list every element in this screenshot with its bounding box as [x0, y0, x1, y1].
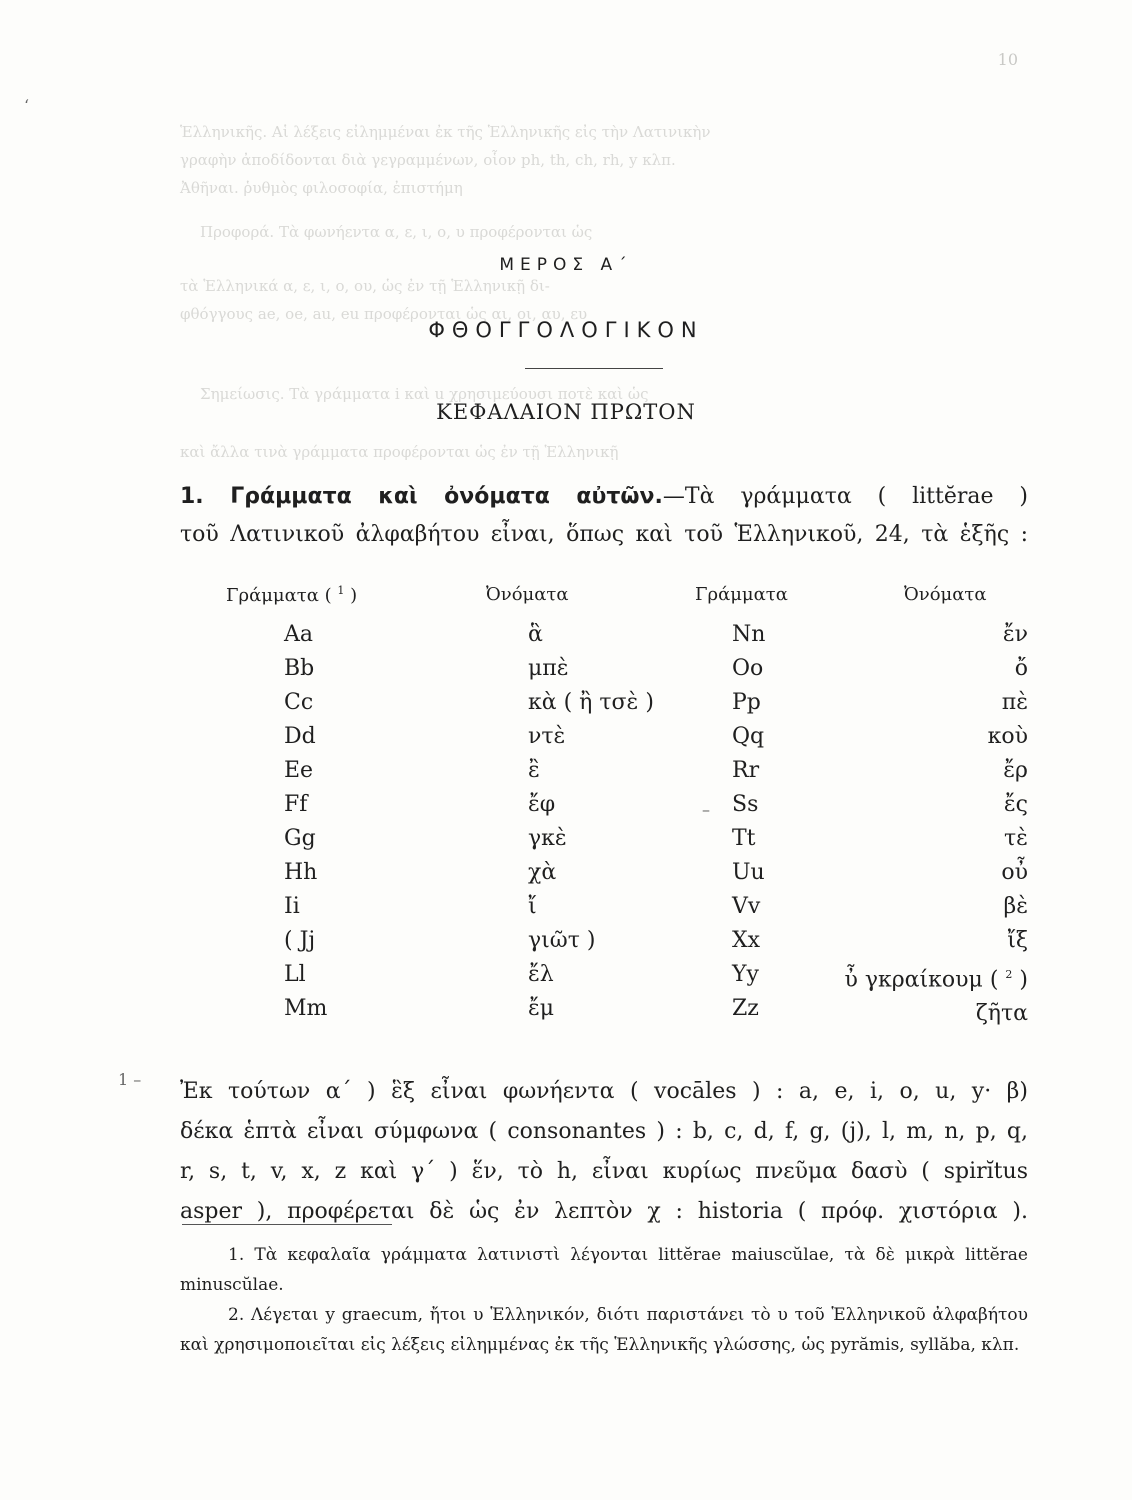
ghost-line: καὶ ἄλλα τινὰ γράμματα προφέρονται ὡς ἐν τῇ Ἑλληνικῇ	[180, 443, 619, 461]
intro-line-1-rest: —Τὰ γράμματα ( littĕrae )	[662, 484, 1028, 509]
body-line: asper ), προφέρεται δὲ ὡς ἐν λεπτὸν χ : historia ( πρόφ. χιστόρια ).	[180, 1199, 1028, 1224]
letter-cell: Vv	[732, 894, 761, 919]
section-heading: 1. Γράμματα καὶ ὀνόματα αὐτῶν.	[180, 484, 663, 509]
table-header-letters-left: Γράμματα ( $^1$ )	[226, 584, 358, 606]
name-cell: χὰ	[528, 860, 557, 885]
name-cell: πὲ	[1001, 690, 1028, 715]
right-letters-column	[732, 618, 765, 1026]
footnote-divider	[182, 1224, 392, 1225]
name-cell: κὰ ( ἢ τσὲ )	[528, 690, 654, 715]
letter-cell: Cc	[284, 690, 314, 715]
letter-cell: Uu	[732, 860, 765, 885]
letter-cell: Dd	[284, 724, 316, 749]
ghost-line: γραφὴν ἀποδίδονται διὰ γεγραμμένων, οἷον ph, th, ch, rh, y κλπ.	[180, 151, 676, 169]
right-names-column	[844, 618, 1028, 1031]
letter-cell: Nn	[732, 622, 766, 647]
letter-cell: Ff	[284, 792, 308, 817]
chapter-title: ΚΕΦΑΛΑΙΟΝ ΠΡΩΤΟΝ	[436, 400, 696, 424]
page-number: 10	[997, 50, 1018, 69]
name-cell: οὖ	[1001, 860, 1028, 885]
name-cell: ἴξ	[1007, 928, 1028, 953]
yy-close: )	[1019, 967, 1028, 993]
name-cell: γκὲ	[528, 826, 567, 851]
body-line: δέκα ἑπτὰ εἶναι σύμφωνα ( consonantes ) : b, c, d, f, g, (j), l, m, n, p, q,	[180, 1119, 1028, 1144]
name-cell: ζῆτα	[975, 1001, 1028, 1027]
letter-cell: Ss	[732, 792, 759, 817]
ghost-line: τὰ Ἑλληνικά α, ε, ι, ο, ου, ὡς ἐν τῇ Ἑλληνικῇ δι-	[180, 277, 550, 295]
intro-paragraph	[180, 478, 1028, 554]
letter-cell: Aa	[284, 622, 314, 647]
intro-line-2: τοῦ Λατινικοῦ ἀλφαβήτου εἶναι, ὅπως καὶ τοῦ Ἑλληνικοῦ, 24, τὰ ἑξῆς :	[180, 522, 1028, 547]
ghost-line: Ἑλληνικῆς. Αἱ λέξεις εἰλημμέναι ἐκ τῆς Ἑλληνικῆς εἰς τὴν Λατινικὴν	[180, 123, 711, 141]
section-title: ΦΘΟΓΓΟΛΟΓΙΚΟΝ	[428, 318, 704, 342]
title-divider	[525, 368, 663, 369]
name-cell: ἔμ	[528, 996, 555, 1021]
body-line: Ἐκ τούτων α΄ ) ἓξ εἶναι φωνήεντα ( vocāles ) : a, e, i, o, u, y· β)	[180, 1079, 1028, 1104]
ghost-line: Ἀθῆναι. ῥυθμὸς φιλοσοφία, ἐπιστήμη	[180, 179, 463, 197]
name-cell: τὲ	[1004, 826, 1028, 851]
letter-cell: Ll	[284, 962, 306, 987]
ghost-line: φθόγγους ae, oe, au, eu προφέρονται ὡς αι, οι, αυ, ευ	[180, 305, 588, 323]
name-cell: ὄ	[1014, 656, 1028, 681]
letter-cell: Pp	[732, 690, 761, 715]
letter-cell: ( Jj	[284, 928, 316, 953]
letter-cell: Bb	[284, 656, 315, 681]
name-cell: ἔν	[1002, 622, 1028, 647]
name-cell-yy: ὖ γκραίκουμ ( $^2$ )	[844, 967, 1028, 993]
name-cell: γιῶτ )	[528, 928, 596, 953]
footnote-mark: 2	[1005, 968, 1013, 981]
letter-cell: Xx	[732, 928, 761, 953]
letter-cell: Yy	[732, 962, 759, 987]
letter-cell: Rr	[732, 758, 760, 783]
letter-cell: Hh	[284, 860, 318, 885]
letter-cell: Mm	[284, 996, 328, 1021]
name-cell: ἔλ	[528, 962, 554, 987]
table-header-letters-right: Γράμματα	[695, 584, 788, 605]
intro-line-1	[180, 478, 1028, 516]
name-cell: ἔς	[1003, 792, 1028, 817]
name-cell: ντὲ	[528, 724, 566, 749]
name-cell: βὲ	[1003, 894, 1028, 919]
letter-cell: Qq	[732, 724, 765, 749]
letter-cell: Oo	[732, 656, 764, 681]
name-cell: ἒ	[528, 758, 540, 783]
footnote-1: 1. Τὰ κεφαλαῖα γράμματα λατινιστὶ λέγονται littĕrae maiuscŭlae, τὰ δὲ μικρὰ littĕrae minuscŭlae.	[180, 1245, 1028, 1295]
body-paragraph	[180, 1072, 1028, 1232]
margin-dash: –	[702, 800, 710, 819]
body-line: r, s, t, v, x, z καὶ γ΄ ) ἕν, τὸ h, εἶναι κυρίως πνεῦμα δασὺ ( spirĭtus	[180, 1159, 1028, 1184]
letter-cell: Ii	[284, 894, 300, 919]
yy-name: ὖ γκραίκουμ	[844, 967, 983, 993]
footnote-2: 2. Λέγεται y graecum, ἤτοι υ Ἑλληνικόν, διότι παριστάνει τὸ υ τοῦ Ἑλληνικοῦ ἀλφαβήτου καὶ χρησιμοποιεῖται εἰς λέξεις εἰλημμένας ἐκ τῆς Ἑλληνικῆς γλώσσης, ὡς pyrămis, syllăba, κλπ.	[180, 1305, 1028, 1355]
letter-cell: Gg	[284, 826, 316, 851]
margin-mark: ʻ	[24, 96, 30, 115]
left-letters-column	[284, 618, 327, 1026]
left-names-column	[528, 618, 654, 1026]
part-title: ΜΕΡΟΣ Α΄	[499, 255, 633, 275]
name-cell: ἴ	[528, 894, 537, 919]
letter-cell: Ee	[284, 758, 314, 783]
ghost-line: Προφορά. Τὰ φωνήεντα α, ε, ι, ο, υ προφέρονται ὡς	[200, 223, 593, 241]
footnote-mark: 1	[337, 584, 345, 597]
ghost-line: Σημείωσις. Τὰ γράμματα i καὶ u χρησιμεύουσι ποτὲ καὶ ὡς	[200, 385, 649, 403]
letter-cell: Zz	[732, 996, 759, 1021]
name-cell: ἔφ	[528, 792, 556, 817]
header-letters-left-label: Γράμματα	[226, 585, 319, 606]
table-header-names-left: Ὀνόματα	[486, 584, 569, 605]
letter-cell: Tt	[732, 826, 756, 851]
name-cell: ἔρ	[1003, 758, 1028, 783]
name-cell: κοὺ	[987, 724, 1028, 749]
name-cell: ἃ	[528, 622, 543, 647]
table-header-names-right: Ὀνόματα	[904, 584, 987, 605]
name-cell: μπὲ	[528, 656, 569, 681]
margin-mark: 1 –	[118, 1070, 142, 1089]
